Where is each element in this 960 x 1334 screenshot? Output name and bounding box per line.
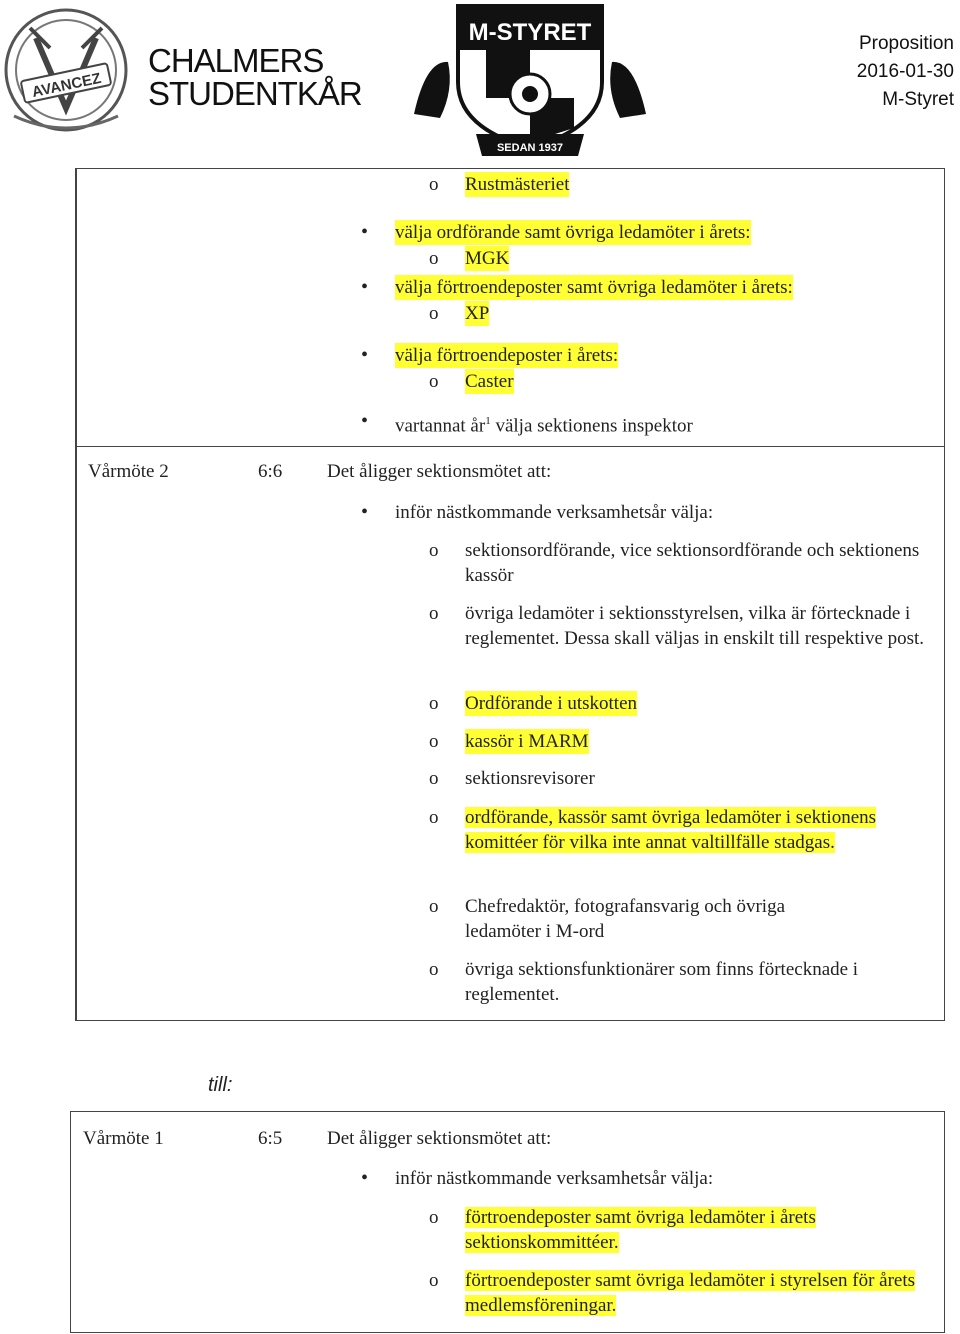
- paragraph-number: 6:6: [258, 461, 283, 482]
- logo-banner: SEDAN 1937: [496, 142, 564, 154]
- bullet-marker: •: [361, 276, 369, 298]
- chalmers-studentkar-wordmark: [148, 44, 362, 110]
- bullet-text: inför nästkommande verksamhetsår välja:: [395, 502, 714, 523]
- subitem-sektionsfunktionarer: övriga sektionsfunktionärer som finns förtecknade i reglementet.: [465, 959, 859, 1005]
- list-item-caster: Caster: [465, 371, 514, 392]
- list-marker: o: [429, 731, 439, 752]
- list-item-mgk-heading: välja ordförande samt övriga ledamöter i årets:: [395, 222, 751, 243]
- meeting-label: Vårmöte 1: [83, 1128, 164, 1149]
- avancez-text: AVANCEZ: [30, 69, 103, 102]
- till-label: till:: [208, 1074, 233, 1096]
- subitem-medlemsforeningar-text: förtroendeposter samt övriga ledamöter i styrelsen för årets medlemsföreningar.: [465, 1270, 916, 1316]
- subitem-komitteer-text: ordförande, kassör samt övriga ledamöter i sektionens komittéer för vilka inte annat valtillfälle stadgas.: [465, 807, 877, 853]
- list-marker: o: [429, 248, 439, 269]
- list-item-inspektor: [395, 409, 693, 438]
- subitem-kassor-marm: kassör i MARM: [465, 731, 589, 752]
- brand-line1: CHALMERS: [148, 42, 324, 79]
- table-proposed-wording: [70, 1111, 945, 1333]
- doc-type: Proposition: [858, 33, 954, 54]
- subitem-m-ord: Chefredaktör, fotografansvarig och övriga ledamöter i M-ord: [465, 896, 786, 942]
- bullet-marker: •: [361, 1167, 369, 1189]
- list-marker: o: [429, 768, 439, 789]
- bullet-marker: •: [361, 344, 369, 366]
- footnote-ref: 1: [485, 415, 491, 427]
- doc-date: 2016-01-30: [856, 61, 954, 82]
- logo-text: M-STYRET: [468, 19, 592, 46]
- bullet-marker: •: [361, 501, 369, 523]
- doc-author: M-Styret: [882, 89, 954, 110]
- list-marker: o: [429, 693, 439, 714]
- row-intro: Det åligger sektionsmötet att:: [327, 461, 552, 482]
- list-marker: o: [429, 896, 439, 917]
- avancez-badge-logo: [0, 8, 132, 138]
- paragraph-number: 6:5: [258, 1128, 283, 1149]
- bullet-marker: •: [361, 410, 369, 432]
- inspektor-prefix: vartannat år: [395, 415, 486, 437]
- meeting-label: Vårmöte 2: [88, 461, 169, 482]
- bullet-text: inför nästkommande verksamhetsår välja:: [395, 1168, 714, 1189]
- list-item-mgk: MGK: [465, 248, 510, 269]
- list-marker: o: [429, 1207, 439, 1228]
- list-item-rustmasteriet: Rustmästeriet: [465, 174, 570, 195]
- list-marker: o: [429, 959, 439, 980]
- subitem-medlemsforeningar: [465, 1268, 935, 1318]
- subitem-komitteer: [465, 805, 935, 855]
- list-marker: o: [429, 1270, 439, 1291]
- list-marker: o: [429, 807, 439, 828]
- subitem-ordforande-utskotten: Ordförande i utskotten: [465, 693, 638, 714]
- row-intro: Det åligger sektionsmötet att:: [327, 1128, 552, 1149]
- subitem-sektionskommitteer-text: förtroendeposter samt övriga ledamöter i årets sektionskommittéer.: [465, 1207, 816, 1253]
- table-current-wording: [75, 168, 945, 1021]
- inspektor-suffix: välja sektionens inspektor: [490, 415, 693, 437]
- subitem-sektionsordforande: sektionsordförande, vice sektionsordförande och sektionens kassör: [465, 540, 920, 586]
- subitem-sektionskommitteer: [465, 1205, 905, 1255]
- m-styret-crest-logo: [410, 2, 650, 160]
- subitem-ovriga-ledamoter: övriga ledamöter i sektionsstyrelsen, vilka är förtecknade i reglementet. Dessa skall väljas in enskilt till respektive post.: [465, 603, 925, 649]
- list-marker: o: [429, 371, 439, 392]
- subitem-sektionsrevisorer: sektionsrevisorer: [465, 768, 595, 789]
- bullet-marker: •: [361, 221, 369, 243]
- list-item-caster-heading: välja förtroendeposter i årets:: [395, 345, 619, 366]
- document-meta: [857, 30, 954, 114]
- list-item-xp: XP: [465, 303, 490, 324]
- brand-line2: STUDENTKÅR: [148, 75, 362, 112]
- list-marker: o: [429, 174, 439, 195]
- list-item-xp-heading: välja förtroendeposter samt övriga ledamöter i årets:: [395, 277, 793, 298]
- list-marker: o: [429, 303, 439, 324]
- list-marker: o: [429, 603, 439, 624]
- list-marker: o: [429, 540, 439, 561]
